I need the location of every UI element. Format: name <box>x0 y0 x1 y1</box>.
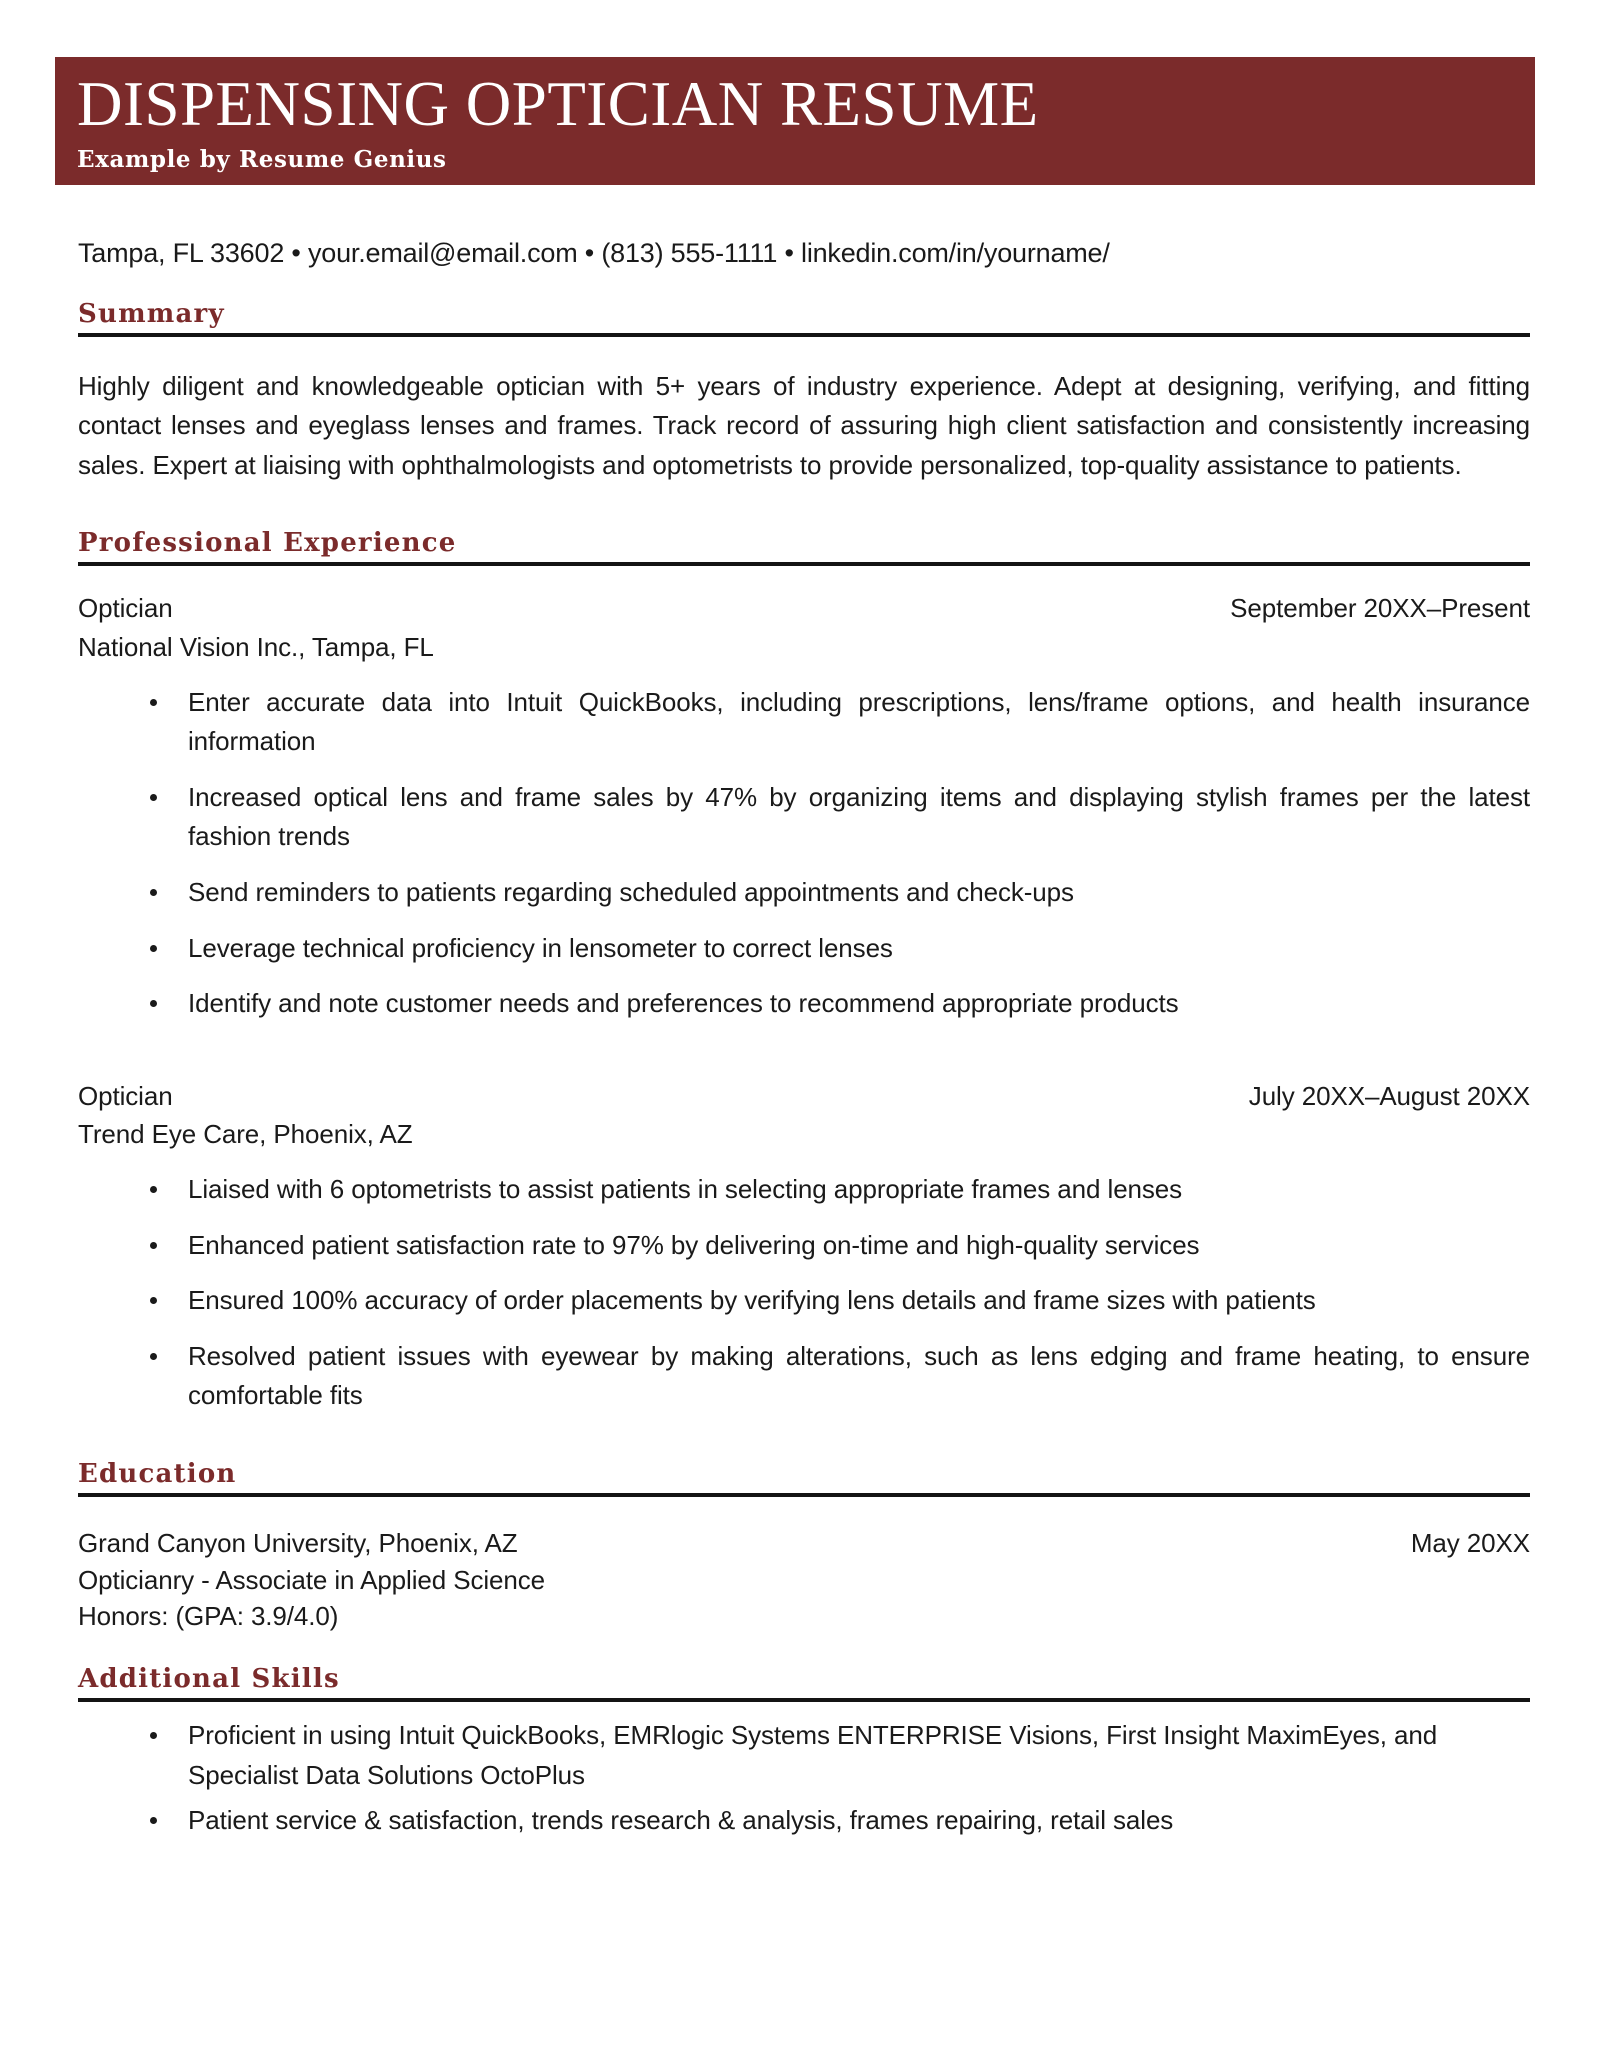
education-honors: Honors: (GPA: 3.9/4.0) <box>78 1601 339 1632</box>
job-bullet-list <box>78 1170 1530 1416</box>
education-date: May 20XX <box>1410 1527 1530 1558</box>
job-bullet: Resolved patient issues with eyewear by making alterations, such as lens edging and frame heating, to ensure comfortable fits <box>138 1337 1530 1416</box>
resume-title: DISPENSING OPTICIAN RESUME <box>77 69 1039 139</box>
section-heading-education: Education <box>78 1458 237 1489</box>
skill-bullet: Proficient in using Intuit QuickBooks, EMRlogic Systems ENTERPRISE Visions, First Insight MaximEyes, and Specialist Data Solutions OctoPlus <box>138 1716 1530 1795</box>
spacer <box>78 1416 1530 1460</box>
resume-body <box>78 300 1530 1847</box>
job-bullet: Send reminders to patients regarding scheduled appointments and check-ups <box>138 873 1530 913</box>
section-divider-skills <box>78 1698 1530 1702</box>
experience-entry <box>78 1080 1530 1416</box>
summary-paragraph: Highly diligent and knowledgeable optician with 5+ years of industry experience. Adept at designing, verifying, and fitting contact lenses and eyeglass lenses and frames. Track record of assuring high client satisfaction and consistently increasing sales. Expert at liaising with ophthalmologists and optometrists to provide personalized, top-quality assistance to patients. <box>78 370 1530 480</box>
job-bullet: Enter accurate data into Intuit QuickBooks, including prescriptions, lens/frame options, and health insurance information <box>138 683 1530 762</box>
contact-line: Tampa, FL 33602 • your.email@email.com • (813) 555-1111 • linkedin.com/in/yourname/ <box>78 238 1110 268</box>
section-summary <box>78 300 1530 485</box>
job-organization: Trend Eye Care, Phoenix, AZ <box>78 1119 413 1150</box>
job-title: Optician <box>78 593 173 624</box>
job-organization: National Vision Inc., Tampa, FL <box>78 632 434 663</box>
section-divider-education <box>78 1493 1530 1497</box>
job-bullet: Leverage technical proficiency in lensometer to correct lenses <box>138 929 1530 969</box>
job-bullet: Enhanced patient satisfaction rate to 97% by delivering on-time and high-quality services <box>138 1226 1530 1266</box>
section-education <box>78 1460 1530 1636</box>
job-bullet-list <box>78 683 1530 1024</box>
section-heading-experience: Professional Experience <box>78 528 457 559</box>
education-degree: Opticianry - Associate in Applied Science <box>78 1564 546 1595</box>
resume-subtitle: Example by Resume Genius <box>77 146 447 173</box>
section-skills <box>78 1665 1530 1840</box>
education-entry-header <box>78 1525 1530 1562</box>
job-bullet: Ensured 100% accuracy of order placements by verifying lens details and frame sizes with patients <box>138 1281 1530 1321</box>
spacer <box>78 485 1530 529</box>
section-divider-summary <box>78 333 1530 337</box>
resume-header-banner <box>55 57 1535 185</box>
job-bullet: Identify and note customer needs and preferences to recommend appropriate products <box>138 984 1530 1024</box>
skills-bullet-list <box>78 1716 1530 1841</box>
section-experience <box>78 529 1530 1415</box>
job-dates: July 20XX–August 20XX <box>1248 1080 1530 1111</box>
experience-entry-header <box>78 592 1530 626</box>
section-heading-skills: Additional Skills <box>78 1664 340 1695</box>
job-bullet: Liaised with 6 optometrists to assist patients in selecting appropriate frames and lenses <box>138 1170 1530 1210</box>
job-bullet: Increased optical lens and frame sales by 47% by organizing items and displaying stylish frames per the latest fashion trends <box>138 778 1530 857</box>
education-entry <box>78 1525 1530 1636</box>
spacer <box>78 1024 1530 1054</box>
education-school: Grand Canyon University, Phoenix, AZ <box>78 1527 518 1558</box>
skill-bullet: Patient service & satisfaction, trends research & analysis, frames repairing, retail sales <box>138 1801 1530 1841</box>
job-title: Optician <box>78 1080 173 1111</box>
job-dates: September 20XX–Present <box>1230 593 1530 624</box>
section-heading-summary: Summary <box>78 299 225 329</box>
section-divider-experience <box>78 562 1530 566</box>
spacer <box>78 1635 1530 1665</box>
experience-entry <box>78 592 1530 1023</box>
experience-entry-header <box>78 1080 1530 1114</box>
